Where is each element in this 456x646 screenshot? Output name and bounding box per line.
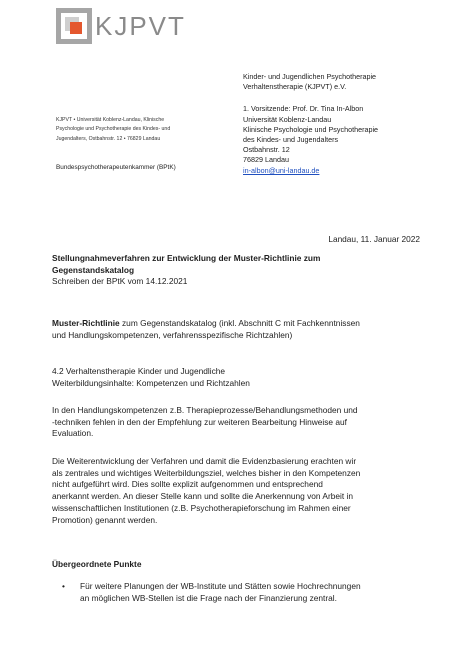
sender-address-line: Universität Koblenz-Landau	[243, 114, 332, 124]
sender-address-line: 76829 Landau	[243, 155, 289, 165]
sender-address-line: des Kindes- und Jugendalters	[243, 135, 339, 145]
paragraph-line: nicht aufgeführt wird. Dies sollte explizit aufgenommen und entsprechend	[52, 479, 323, 490]
bullet-text	[80, 581, 361, 604]
paragraph-line: In den Handlungskompetenzen z.B. Therapieprozesse/Behandlungsmethoden und	[52, 405, 358, 415]
muster-richtlinie-term: Muster-Richtlinie	[52, 318, 120, 328]
bullet-line: Für weitere Planungen der WB-Institute und Stätten sowie Hochrechnungen	[80, 581, 361, 591]
paragraph-text: und Handlungskompetenzen, verfahrensspezifische Richtzahlen)	[52, 329, 293, 340]
section-subtitle: Weiterbildungsinhalte: Kompetenzen und Richtzahlen	[52, 377, 250, 388]
paragraph-text: zum Gegenstandskatalog (inkl. Abschnitt C mit Fachkenntnissen	[119, 318, 360, 328]
section-title: 4.2 Verhaltenstherapie Kinder und Jugendliche	[52, 366, 226, 376]
sender-address-line: Ostbahnstr. 12	[243, 145, 290, 155]
section-heading	[52, 366, 424, 389]
letter-date: Landau, 11. Januar 2022	[328, 234, 420, 244]
return-address	[56, 116, 234, 144]
sender-org-line: Verhaltenstherapie (KJPVT) e.V.	[243, 82, 347, 92]
recipient: Bundespsychotherapeutenkammer (BPtK)	[56, 164, 176, 171]
kjpvt-logo	[56, 8, 206, 44]
sender-address-line: 1. Vorsitzende: Prof. Dr. Tina In-Albon	[243, 104, 364, 114]
sender-address-line: Klinische Psychologie und Psychotherapie	[243, 124, 379, 134]
paragraph-line: Evaluation.	[52, 428, 94, 439]
bullet-icon: •	[62, 581, 65, 591]
sender-org-line: Kinder- und Jugendlichen Psychotherapie	[243, 72, 377, 81]
logo-text: KJPVT	[95, 11, 186, 41]
subject-reference: Schreiben der BPtK vom 14.12.2021	[52, 276, 188, 287]
bullet-line: an möglichen WB-Stellen ist die Frage nach der Finanzierung zentral.	[80, 592, 337, 603]
heading-uebergeordnete-punkte: Übergeordnete Punkte	[52, 559, 142, 569]
subject-block	[52, 253, 424, 288]
paragraph-line: als zentrales und wichtiges Weiterbildungsziel, welches bisher in den Kompetenzen	[52, 467, 361, 478]
paragraph-line: anerkannt werden. An dieser Stelle kann und sollte die Anerkennung von Arbeit in	[52, 491, 354, 502]
paragraph-line: wissenschaftlichen Institutionen (z.B. Psychotherapieforschung im Rahmen einer	[52, 502, 351, 513]
return-address-line: Jugendalters, Ostbahnstr. 12 • 76829 Landau	[56, 135, 161, 142]
subject-line: Stellungnahmeverfahren zur Entwicklung der Muster-Richtlinie zum	[52, 253, 321, 263]
paragraph-muster-richtlinie	[52, 318, 424, 341]
sender-email-link[interactable]: in-albon@uni-landau.de	[243, 165, 320, 175]
paragraph-weiterentwicklung	[52, 456, 424, 526]
paragraph-line: -techniken fehlen in den der Empfehlung zur weiteren Bearbeitung Hinweise auf	[52, 416, 347, 427]
return-address-line: Psychologie und Psychotherapie des Kindes- und	[56, 126, 171, 133]
sender-block	[243, 72, 443, 176]
return-address-line: KJPVT • Universität Koblenz-Landau, Klinische	[56, 117, 165, 123]
bullet-list-item	[62, 581, 432, 605]
paragraph-line: Die Weiterentwicklung der Verfahren und damit die Evidenzbasierung erachten wir	[52, 456, 357, 466]
logo-mark-icon	[56, 8, 92, 44]
paragraph-line: Promotion) genannt werden.	[52, 514, 158, 525]
subject-line: Gegenstandskatalog	[52, 264, 135, 275]
paragraph-handlungskompetenzen	[52, 405, 424, 440]
